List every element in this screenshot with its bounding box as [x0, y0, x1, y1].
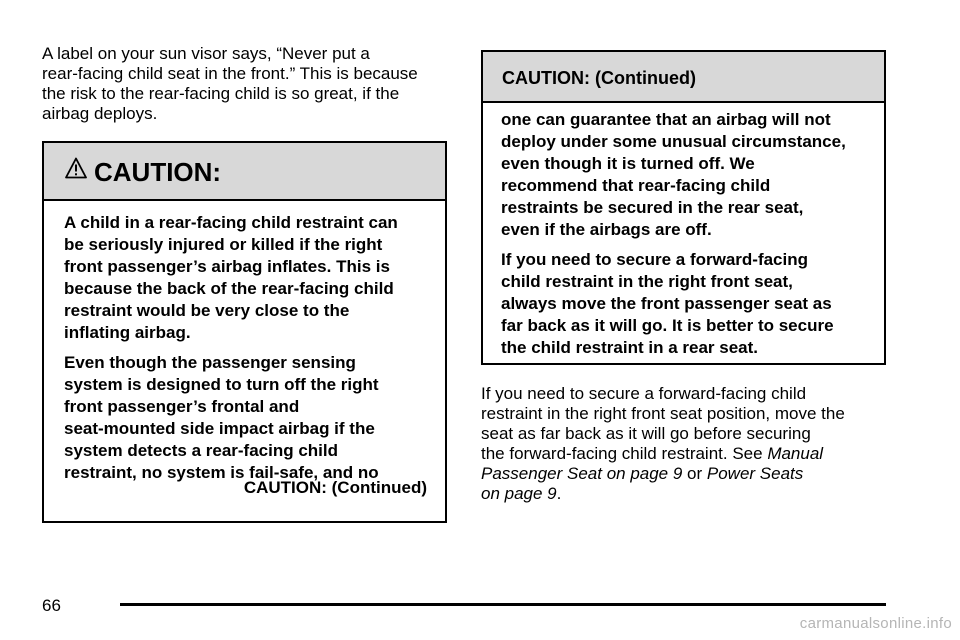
caution-line: the child restraint in a rear seat.	[501, 338, 758, 357]
caution-line: system is designed to turn off the right	[64, 375, 379, 394]
caution-line: front passenger’s airbag inflates. This is	[64, 257, 390, 276]
warning-triangle-icon	[65, 157, 87, 179]
manual-passenger-seat-link[interactable]: Passenger Seat on page 9	[481, 464, 683, 483]
page-number: 66	[42, 596, 61, 615]
caution-paragraph	[64, 352, 435, 484]
caution-line: seat-mounted side impact airbag if the	[64, 419, 375, 438]
caution-line: restraint, no system is fail-safe, and no	[64, 463, 379, 482]
caution-title: CAUTION:	[94, 157, 222, 187]
intro-line: the risk to the rear-facing child is so great, if the	[42, 84, 400, 103]
outro-line: restraint in the right front seat position, move the	[481, 404, 845, 423]
outro-line: seat as far back as it will go before securing	[481, 424, 811, 443]
caution-paragraph	[64, 212, 435, 344]
intro-line: airbag deploys.	[42, 104, 158, 123]
caution-header	[483, 52, 884, 103]
watermark: carmanualsonline.info	[799, 615, 952, 632]
caution-line: Even though the passenger sensing	[64, 353, 356, 372]
power-seats-link[interactable]: on page 9	[481, 484, 557, 503]
caution-body	[483, 103, 884, 359]
caution-body	[44, 201, 445, 484]
caution-line: restraint would be very close to the	[64, 301, 350, 320]
outro-text: the forward-facing child restraint. See	[481, 444, 768, 463]
caution-header	[44, 143, 445, 201]
caution-line: even if the airbags are off.	[501, 220, 712, 239]
caution-line: restraints be secured in the rear seat,	[501, 198, 804, 217]
intro-line: rear-facing child seat in the front.” This is because	[42, 64, 418, 83]
caution-line: A child in a rear-facing child restraint can	[64, 213, 398, 232]
caution-box	[42, 141, 447, 523]
caution-line: child restraint in the right front seat,	[501, 272, 793, 291]
caution-line: front passenger’s frontal and	[64, 397, 300, 416]
caution-paragraph	[501, 109, 876, 241]
caution-title: CAUTION: (Continued)	[502, 68, 696, 88]
caution-line: even though it is turned off. We	[501, 154, 755, 173]
caution-continued-label: CAUTION: (Continued)	[243, 478, 427, 497]
outro-paragraph	[481, 384, 901, 504]
outro-line: If you need to secure a forward-facing child	[481, 384, 807, 403]
caution-line: one can guarantee that an airbag will not	[501, 110, 831, 129]
caution-line: because the back of the rear-facing child	[64, 279, 394, 298]
outro-line	[481, 444, 901, 464]
caution-line: system detects a rear-facing child	[64, 441, 339, 460]
caution-line: always move the front passenger seat as	[501, 294, 832, 313]
caution-line: If you need to secure a forward-facing	[501, 250, 809, 269]
intro-line: A label on your sun visor says, “Never put a	[42, 44, 370, 63]
outro-line	[481, 464, 901, 484]
footer-rule	[120, 603, 886, 606]
caution-line: be seriously injured or killed if the right	[64, 235, 383, 254]
caution-continued-box	[481, 50, 886, 365]
caution-line: inflating airbag.	[64, 323, 191, 342]
manual-passenger-seat-link[interactable]: Manual	[767, 444, 824, 463]
caution-line: deploy under some unusual circumstance,	[501, 132, 846, 151]
caution-paragraph	[501, 249, 876, 359]
caution-line: far back as it will go. It is better to secure	[501, 316, 834, 335]
outro-connector: or	[682, 464, 707, 483]
intro-paragraph	[42, 44, 452, 124]
caution-line: recommend that rear-facing child	[501, 176, 771, 195]
power-seats-link[interactable]: Power Seats	[706, 464, 804, 483]
outro-period: .	[556, 484, 562, 503]
outro-line	[481, 484, 901, 504]
